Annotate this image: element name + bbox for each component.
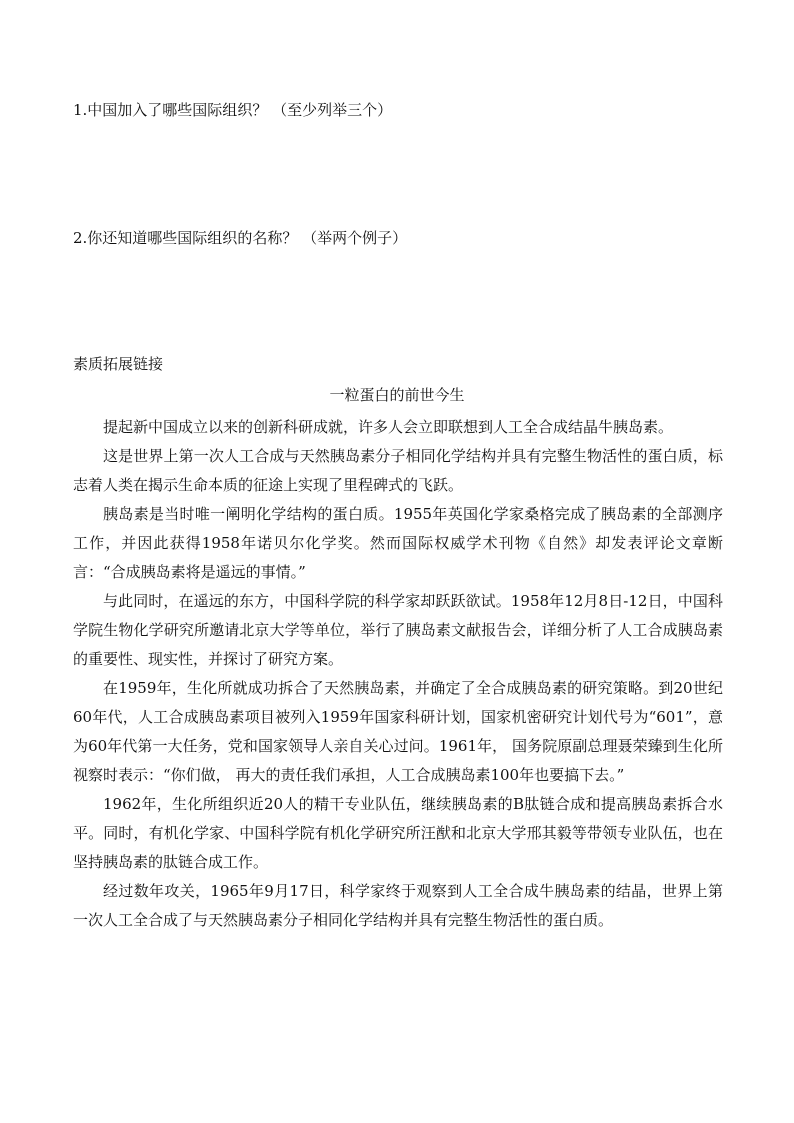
- article-body: [73, 413, 723, 935]
- question-1: 1.中国加入了哪些国际组织？ （至少列举三个）: [73, 101, 393, 119]
- article-paragraph-1: 提起新中国成立以来的创新科研成就，许多人会立即联想到人工全合成结晶牛胰岛素。: [103, 418, 674, 436]
- question-2: 2.你还知道哪些国际组织的名称？ （举两个例子）: [73, 229, 408, 247]
- article-title: 一粒蛋白的前世今生: [329, 386, 465, 404]
- article-paragraph-2: 这是世界上第一次人工合成与天然胰岛素分子相同化学结构并具有完整生物活性的蛋白质，标志着人类在揭示生命本质的征途上实现了里程碑式的飞跃。: [73, 447, 723, 494]
- article-paragraph-4: 与此同时，在遥远的东方，中国科学院的科学家却跃跃欲试。1958年12月8日-12日，中国科学院生物化学研究所邀请北京大学等单位，举行了胰岛素文献报告会，详细分析了人工合成胰岛素的重要性、现实性，并探讨了研究方案。: [73, 592, 723, 668]
- article-paragraph-5: 在1959年，生化所就成功拆合了天然胰岛素，并确定了全合成胰岛素的研究策略。到20世纪60年代，人工合成胰岛素项目被列入1959年国家科研计划，国家机密研究计划代号为“601”，意为60年代第一大任务，党和国家领导人亲自关心过问。1961年， 国务院原副总理聂荣臻到生化所视察时表示：“你们做， 再大的责任我们承担，人工合成胰岛素100年也要搞下去。”: [73, 679, 723, 784]
- article-paragraph-6: 1962年，生化所组织近20人的精干专业队伍，继续胰岛素的B肽链合成和提高胰岛素拆合水平。同时，有机化学家、中国科学院有机化学研究所汪猷和北京大学邢其毅等带领专业队伍，也在坚持胰岛素的肽链合成工作。: [73, 795, 723, 871]
- article-paragraph-7: 经过数年攻关，1965年9月17日，科学家终于观察到人工全合成牛胰岛素的结晶，世界上第一次人工全合成了与天然胰岛素分子相同化学结构并具有完整生物活性的蛋白质。: [73, 882, 723, 929]
- article-paragraph-3: 胰岛素是当时唯一阐明化学结构的蛋白质。1955年英国化学家桑格完成了胰岛素的全部测序工作，并因此获得1958年诺贝尔化学奖。然而国际权威学术刊物《自然》却发表评论文章断言：“合成胰岛素将是遥远的事情。”: [73, 505, 723, 581]
- section-heading: 素质拓展链接: [73, 355, 164, 373]
